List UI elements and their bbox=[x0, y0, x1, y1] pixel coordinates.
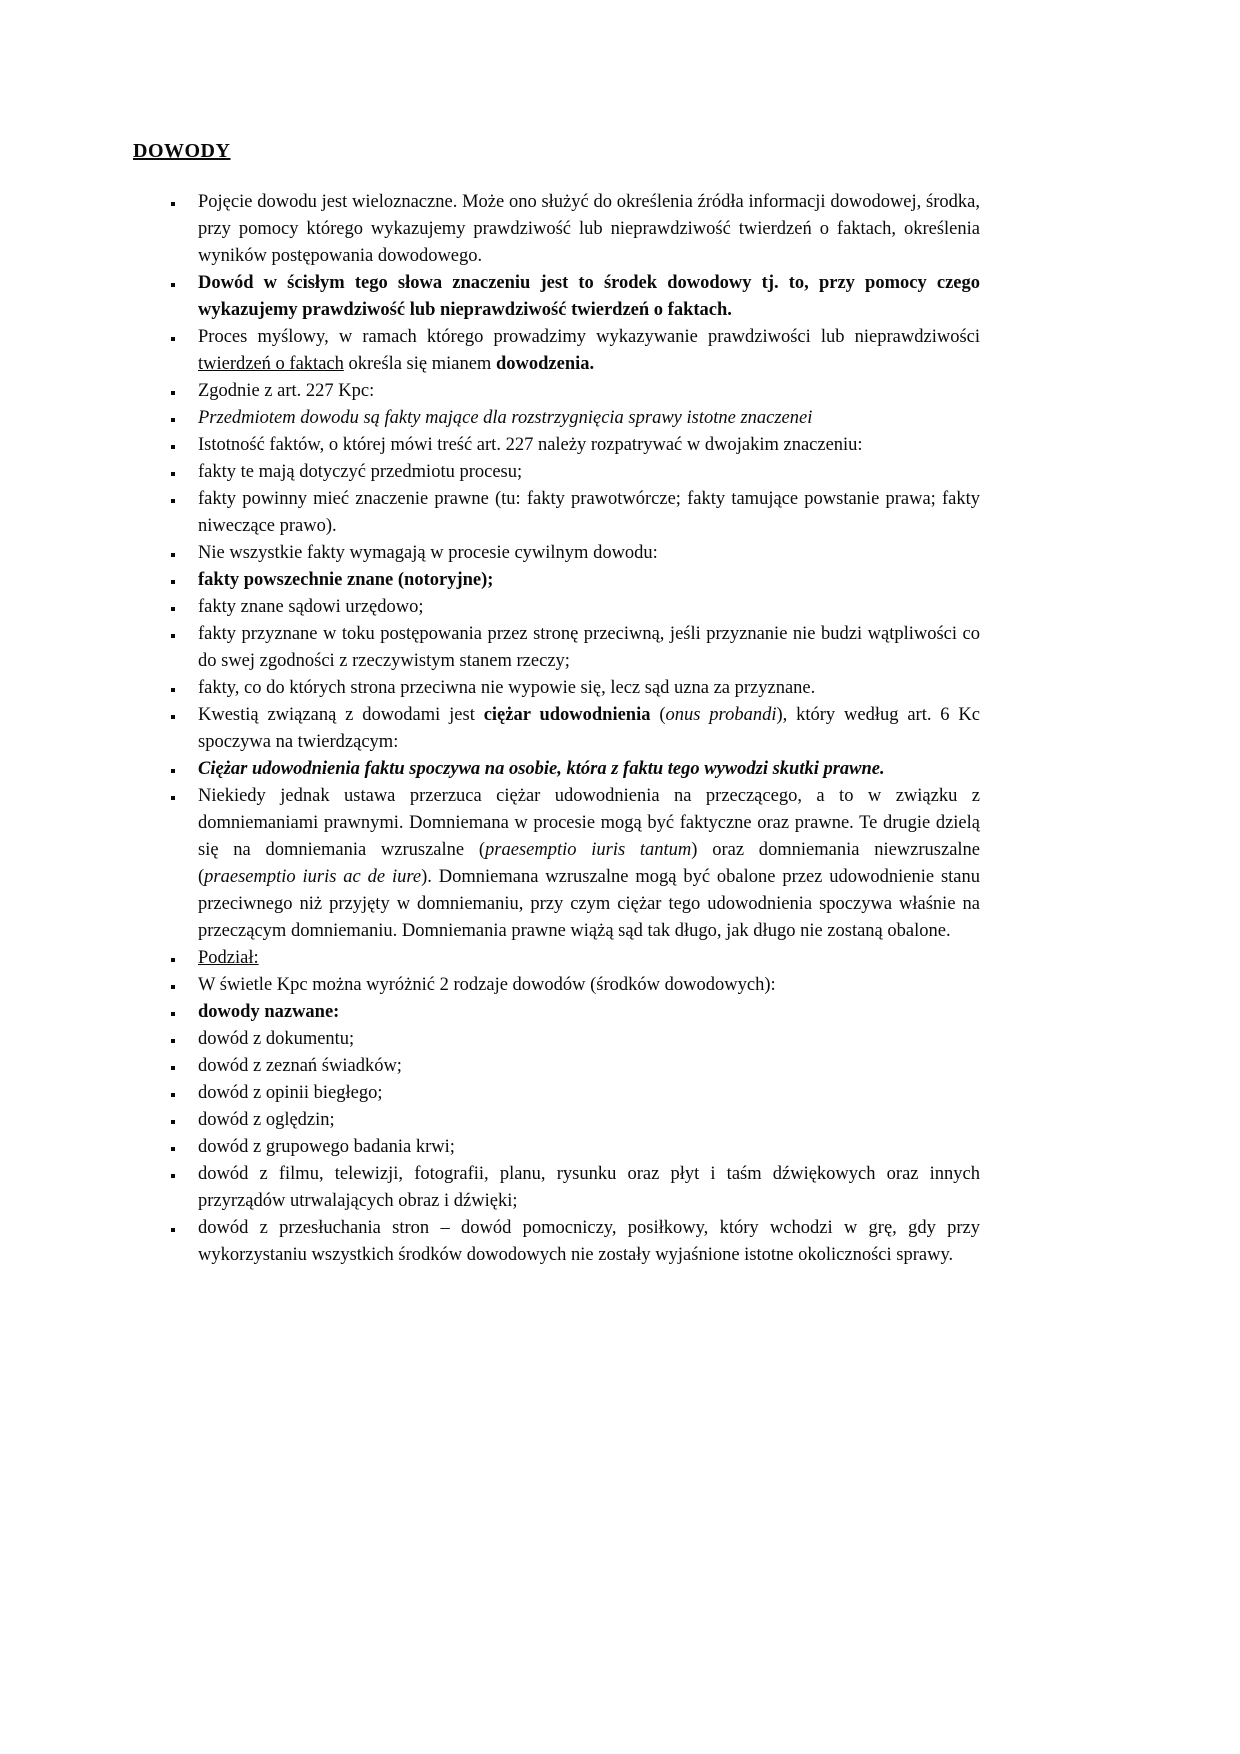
list-item bbox=[185, 756, 980, 783]
text-run: dowody nazwane: bbox=[198, 1002, 340, 1022]
text-run: dowód z filmu, telewizji, fotografii, planu, rysunku oraz płyt i taśm dźwiękowych oraz innych przyrządów utrwalających obraz i dźwięki; bbox=[198, 1164, 980, 1211]
text-run: Kwestią związaną z dowodami jest bbox=[198, 705, 484, 725]
list-item bbox=[185, 270, 980, 324]
text-run: Ciężar udowodnienia faktu spoczywa na osobie, która z faktu tego wywodzi skutki prawne. bbox=[198, 759, 885, 779]
text-run: fakty powszechnie znane (notoryjne); bbox=[198, 570, 494, 590]
text-run: dowód z dokumentu; bbox=[198, 1029, 355, 1049]
list-item bbox=[185, 1107, 980, 1134]
list-item bbox=[185, 972, 980, 999]
page-title: DOWODY bbox=[133, 140, 231, 162]
list-item bbox=[185, 675, 980, 702]
text-run: ) oraz domniemania niewzruszalne ( bbox=[198, 840, 981, 887]
list-item bbox=[185, 540, 980, 567]
list-item bbox=[185, 621, 980, 675]
text-run: Podział: bbox=[198, 948, 259, 968]
list-item bbox=[185, 405, 980, 432]
list-item bbox=[185, 459, 980, 486]
list-item bbox=[185, 702, 980, 756]
text-run: fakty te mają dotyczyć przedmiotu procesu; bbox=[198, 462, 523, 482]
list-item bbox=[185, 999, 980, 1026]
text-run: fakty przyznane w toku postępowania przez stronę przeciwną, jeśli przyznanie nie budzi wątpliwości co do swej zgodności z rzeczywistym stanem rzeczy; bbox=[198, 624, 980, 671]
text-run: praesemptio iuris ac de iure bbox=[204, 867, 422, 887]
text-run: Istotność faktów, o której mówi treść art. 227 należy rozpatrywać w dwojakim znaczeniu: bbox=[198, 435, 863, 455]
text-run: dowód z opinii biegłego; bbox=[198, 1083, 383, 1103]
text-run: Niekiedy jednak ustawa przerzuca ciężar udowodnienia na przeczącego, a to w związku z domniemaniami prawnymi. Domniemana w procesie mogą być faktyczne oraz prawne. Te drugie dzielą się na domniemania wzruszalne ( bbox=[198, 786, 980, 860]
list-item bbox=[185, 594, 980, 621]
list-item bbox=[185, 432, 980, 459]
text-run: Dowód w ścisłym tego słowa znaczeniu jest to środek dowodowy tj. to, przy pomocy czego wykazujemy prawdziwość lub nieprawdziwość twierdzeń o faktach. bbox=[198, 273, 980, 320]
text-run: fakty powinny mieć znaczenie prawne (tu: fakty prawotwórcze; fakty tamujące powstanie prawa; fakty niweczące prawo). bbox=[198, 489, 980, 536]
list-item bbox=[185, 945, 980, 972]
list-item bbox=[185, 567, 980, 594]
text-run: fakty, co do których strona przeciwna nie wypowie się, lecz sąd uzna za przyznane. bbox=[198, 678, 816, 698]
list-item bbox=[185, 1026, 980, 1053]
text-run: dowód z grupowego badania krwi; bbox=[198, 1137, 455, 1157]
list-item bbox=[185, 189, 980, 270]
text-run: Zgodnie z art. 227 Kpc: bbox=[198, 381, 375, 401]
list-item bbox=[185, 1161, 980, 1215]
text-run: onus probandi bbox=[665, 705, 777, 725]
text-run: dowód z oględzin; bbox=[198, 1110, 335, 1130]
list-item bbox=[185, 1080, 980, 1107]
list-item bbox=[185, 783, 980, 945]
list-item bbox=[185, 378, 980, 405]
text-run: ). Domniemana wzruszalne mogą być obalone przez udowodnienie stanu przeciwnego niż przyjęty w domniemaniu, przy czym ciężar tego udowodnienia spoczywa właśnie na przeczącym domniemaniu. Domniemania prawne wiążą sąd tak długo, jak długo nie zostaną obalone. bbox=[198, 867, 980, 941]
text-run: ), który według art. 6 Kc spoczywa na twierdzącym: bbox=[198, 705, 980, 752]
text-run: fakty znane sądowi urzędowo; bbox=[198, 597, 424, 617]
text-run: Proces myślowy, w ramach którego prowadzimy wykazywanie prawdziwości lub nieprawdziwości bbox=[198, 327, 980, 347]
bullet-list bbox=[133, 189, 980, 1269]
list-item bbox=[185, 1134, 980, 1161]
text-run: ciężar udowodnienia bbox=[483, 705, 651, 725]
text-run: twierdzeń o faktach bbox=[198, 354, 344, 374]
text-run: ( bbox=[650, 705, 666, 725]
text-run: dowód z zeznań świadków; bbox=[198, 1056, 402, 1076]
text-run: praesemptio iuris tantum bbox=[485, 840, 692, 860]
text-run: W świetle Kpc można wyróżnić 2 rodzaje dowodów (środków dowodowych): bbox=[198, 975, 776, 995]
list-item bbox=[185, 486, 980, 540]
text-run: określa się mianem bbox=[343, 354, 496, 374]
text-run: Przedmiotem dowodu są fakty mające dla rozstrzygnięcia sprawy istotne znaczenei bbox=[198, 408, 813, 428]
text-run: Pojęcie dowodu jest wieloznaczne. Może ono służyć do określenia źródła informacji dowodowej, środka, przy pomocy którego wykazujemy prawdziwość lub nieprawdziwość twierdzeń o faktach, określenia wyników postępowania dowodowego. bbox=[198, 192, 980, 266]
list-item bbox=[185, 1053, 980, 1080]
list-item bbox=[185, 324, 980, 378]
text-run: dowód z przesłuchania stron – dowód pomocniczy, posiłkowy, który wchodzi w grę, gdy przy wykorzystaniu wszystkich środków dowodowych nie zostały wyjaśnione istotne okoliczności sprawy. bbox=[198, 1218, 980, 1265]
list-item bbox=[185, 1215, 980, 1269]
text-run: Nie wszystkie fakty wymagają w procesie cywilnym dowodu: bbox=[198, 543, 658, 563]
text-run: dowodzenia. bbox=[495, 354, 595, 374]
